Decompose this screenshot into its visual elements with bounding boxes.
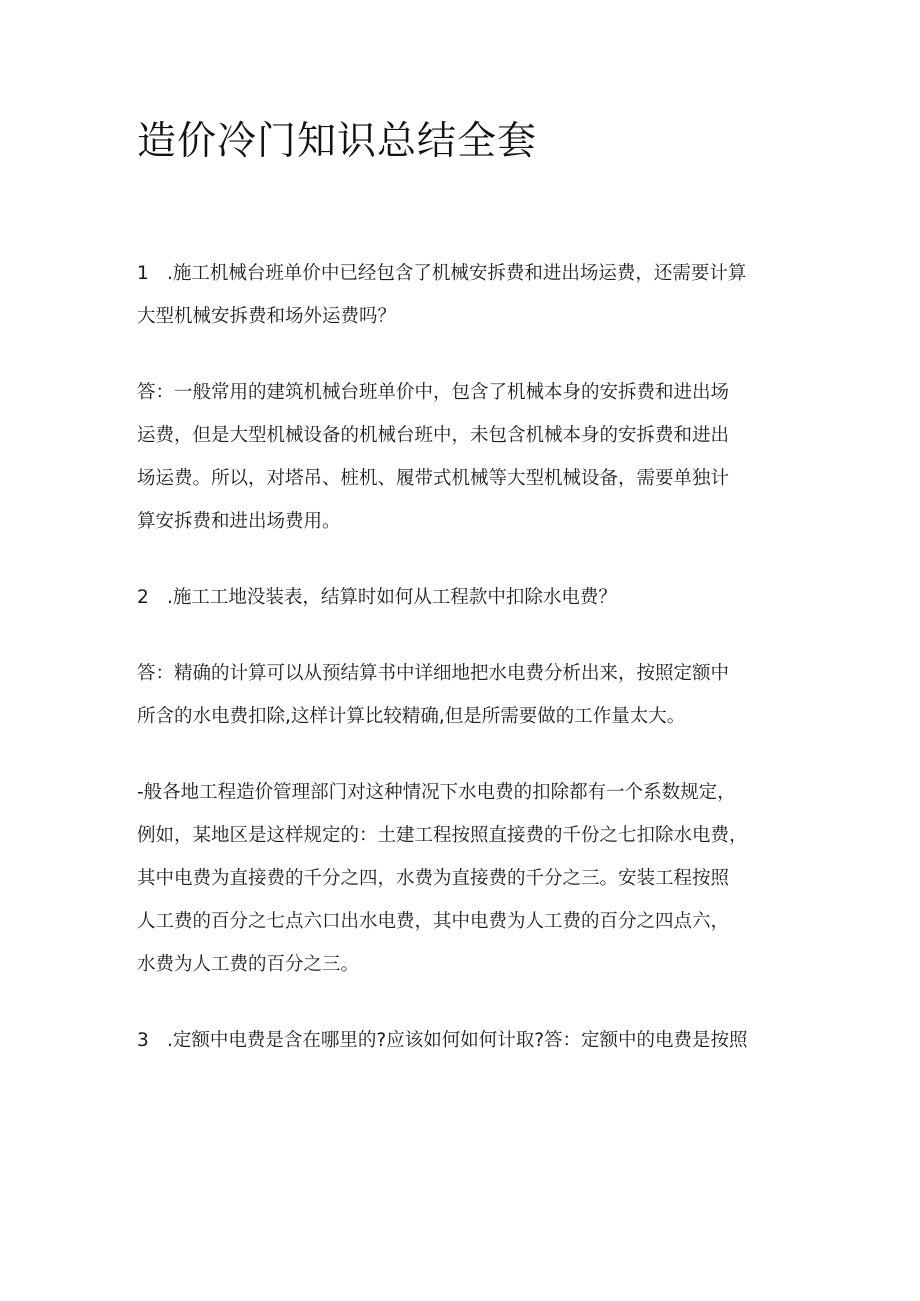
answer-2b-line-3: 其中电费为直接费的千分之四，水费为直接费的千分之三。安装工程按照 [137, 868, 730, 889]
document-body [137, 252, 797, 1095]
question-2-line-1 [137, 576, 797, 619]
answer-2-continued [137, 771, 797, 986]
answer-2b-line-1: -般各地工程造价管理部门对这种情况下水电费的扣除都有一个系数规定， [137, 782, 736, 803]
answer-1 [137, 371, 797, 543]
answer-1-line-3: 场运费。所以，对塔吊、桩机、履带式机械等大型机械设备，需要单独计 [137, 468, 730, 489]
answer-2b-line-4: 人工费的百分之七点六口出水电费，其中电费为人工费的百分之四点六， [137, 911, 730, 932]
question-1-number: 1 [137, 263, 149, 284]
answer-2b-line-2: 例如，某地区是这样规定的：土建工程按照直接费的千份之七扣除水电费， [137, 825, 748, 846]
question-2-text-1: .施工工地没装表，结算时如何从工程款中扣除水电费？ [167, 587, 617, 608]
question-1-line-2: 大型机械安拆费和场外运费吗？ [137, 306, 397, 327]
answer-1-line-1: 答：一般常用的建筑机械台班单价中，包含了机械本身的安拆费和进出场 [137, 382, 730, 403]
question-2-number: 2 [137, 587, 149, 608]
answer-1-line-4: 算安拆费和进出场费用。 [137, 511, 341, 532]
question-1 [137, 252, 797, 338]
question-3-line-1 [137, 1019, 797, 1062]
answer-2b-line-5: 水费为人工费的百分之三。 [137, 954, 360, 975]
question-3 [137, 1019, 797, 1062]
answer-1-line-2: 运费，但是大型机械设备的机械台班中，未包含机械本身的安拆费和进出 [137, 425, 730, 446]
answer-2-line-1: 答：精确的计算可以从预结算书中详细地把水电费分析出来，按照定额中 [137, 663, 730, 684]
question-1-line-1 [137, 252, 797, 295]
question-3-text-1: .定额中电费是含在哪里的?应该如何如何计取?答：定额中的电费是按照 [167, 1030, 748, 1051]
page-title: 造价冷门知识总结全套 [137, 119, 538, 164]
answer-2 [137, 652, 797, 738]
question-2 [137, 576, 797, 619]
question-3-number: 3 [137, 1030, 149, 1051]
answer-2-line-2: 所含的水电费扣除,这样计算比较精确,但是所需要做的工作量太大。 [137, 706, 686, 727]
question-1-text-1: .施工机械台班单价中已经包含了机械安拆费和进出场运费，还需要计算 [167, 263, 747, 284]
